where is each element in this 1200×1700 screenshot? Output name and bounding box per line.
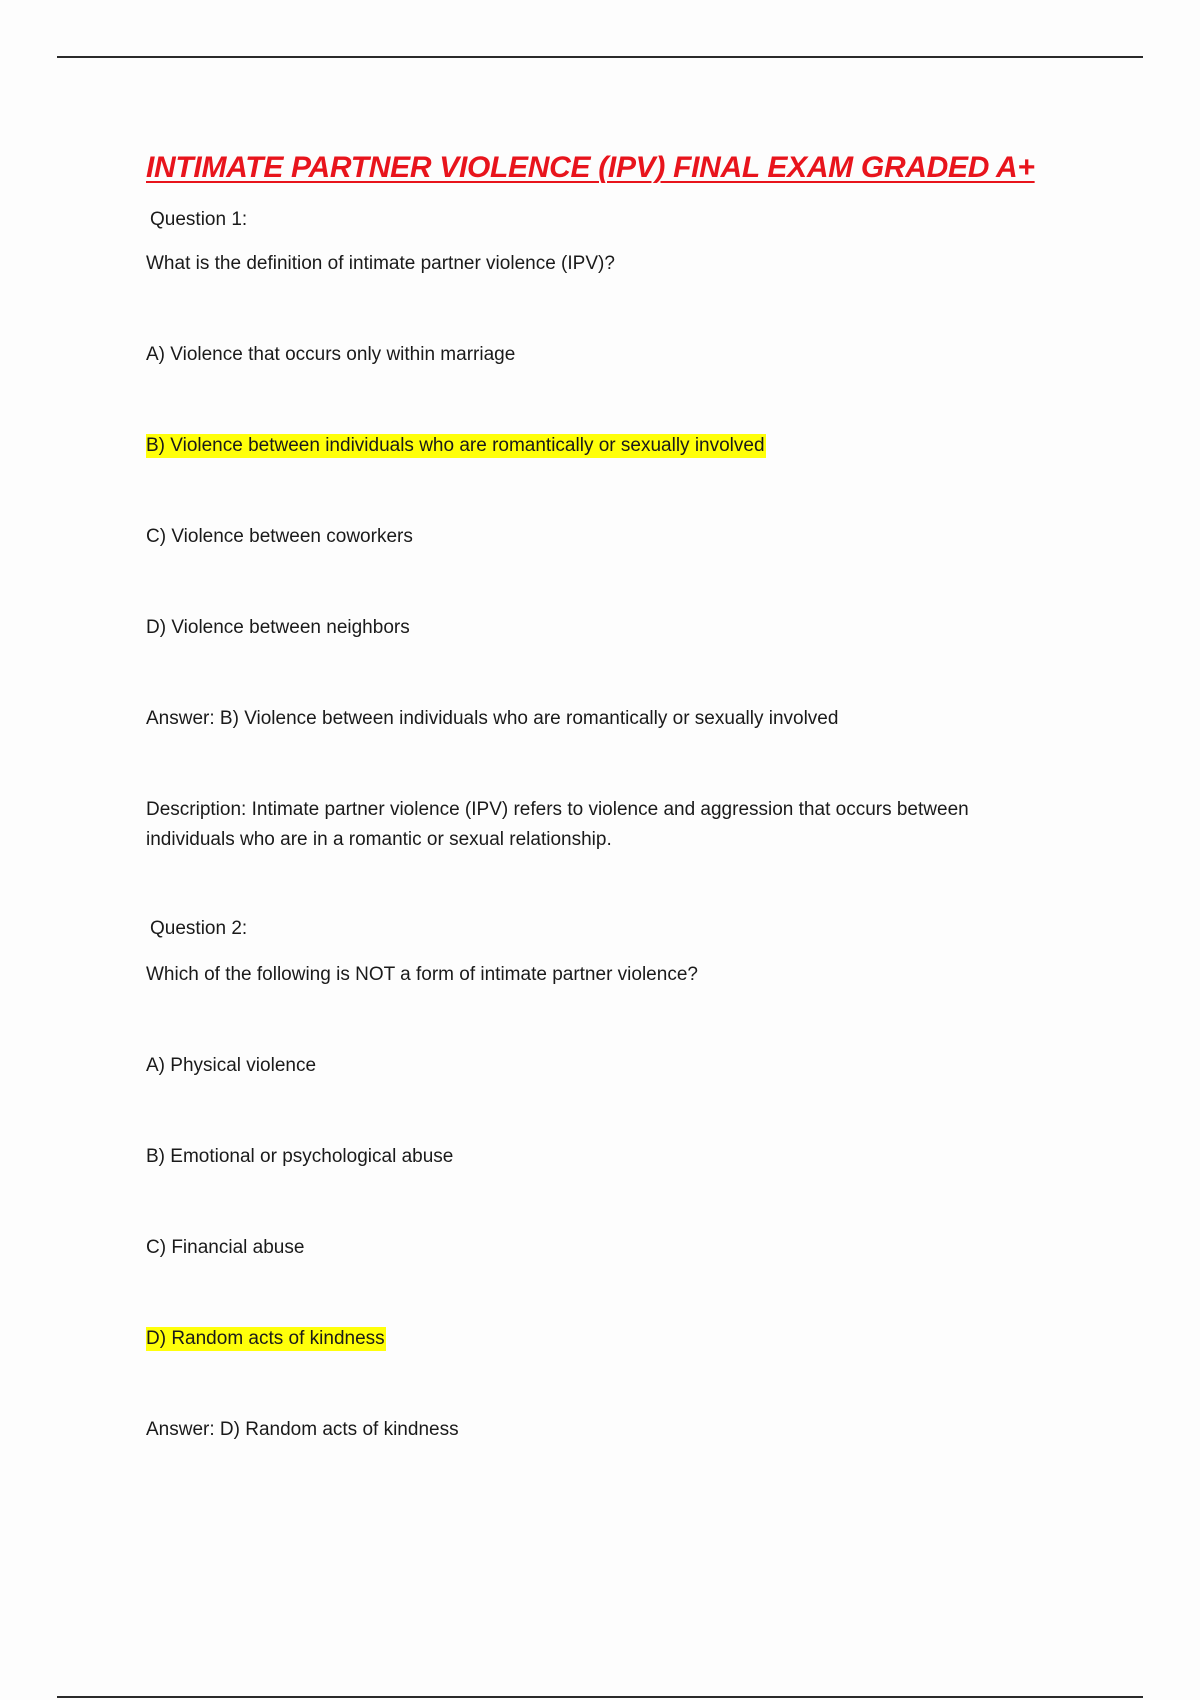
question-1-answer: Answer: B) Violence between individuals who are romantically or sexually involved <box>146 708 839 729</box>
document-title: INTIMATE PARTNER VIOLENCE (IPV) FINAL EXAM GRADED A+ <box>146 151 1035 184</box>
highlighted-answer: B) Violence between individuals who are romantically or sexually involved <box>146 435 765 456</box>
question-1-option-a: A) Violence that occurs only within marriage <box>146 344 516 365</box>
question-1-option-d: D) Violence between neighbors <box>146 617 410 638</box>
highlighted-answer: D) Random acts of kindness <box>146 1328 385 1349</box>
question-2-option-a: A) Physical violence <box>146 1055 317 1076</box>
header-rule <box>57 56 1143 58</box>
question-2-option-c: C) Financial abuse <box>146 1237 305 1258</box>
question-2-label: Question 2: <box>150 918 248 939</box>
question-2-prompt: Which of the following is NOT a form of intimate partner violence? <box>146 964 698 985</box>
question-1-label: Question 1: <box>150 209 248 230</box>
question-1-option-b <box>146 432 766 460</box>
question-1-option-c: C) Violence between coworkers <box>146 526 413 547</box>
question-2-option-d <box>146 1325 386 1353</box>
question-1-prompt: What is the definition of intimate partner violence (IPV)? <box>146 253 615 274</box>
question-2-option-b: B) Emotional or psychological abuse <box>146 1146 454 1167</box>
question-1-description: Description: Intimate partner violence (IPV) refers to violence and aggression that occurs between individuals who are in a romantic or sexual relationship. <box>146 799 969 850</box>
document-body <box>146 148 1086 1440</box>
question-2-answer: Answer: D) Random acts of kindness <box>146 1419 459 1440</box>
footer-rule <box>57 1696 1143 1698</box>
